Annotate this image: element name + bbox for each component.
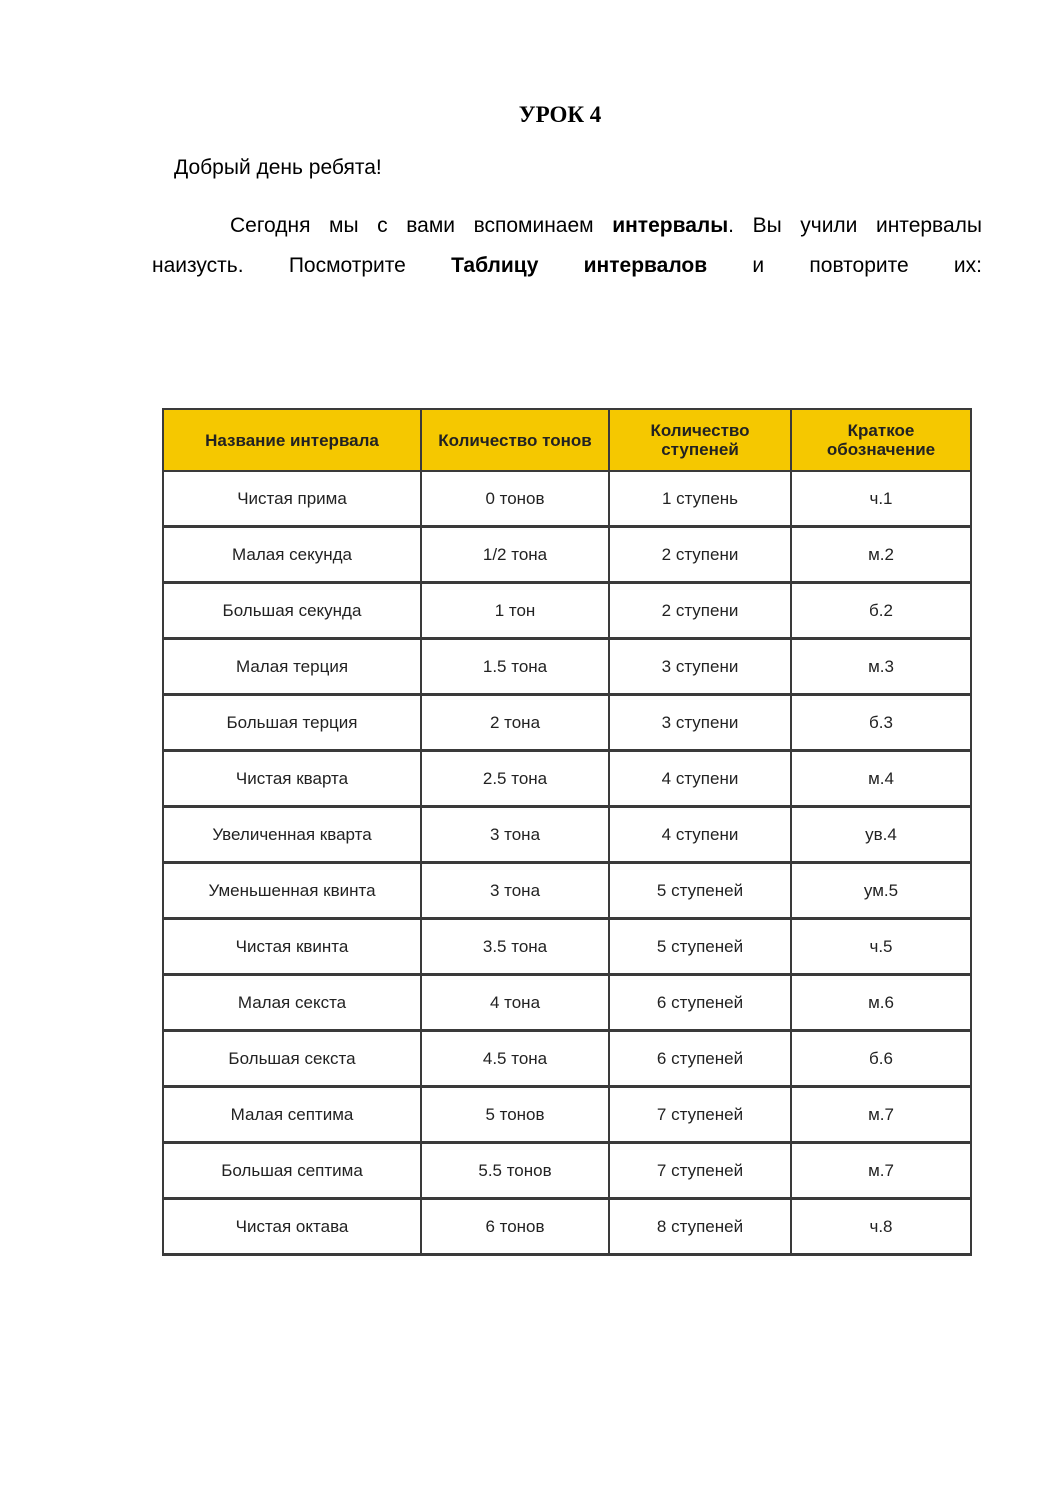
cell-interval-name: Малая терция: [163, 639, 421, 695]
cell-notation: м.7: [791, 1143, 971, 1199]
cell-steps: 8 ступеней: [609, 1199, 791, 1255]
cell-interval-name: Малая секста: [163, 975, 421, 1031]
paragraph-text-1: Сегодня мы с вами вспоминаем: [230, 214, 613, 237]
page-title: УРОК 4: [518, 102, 602, 127]
cell-tones: 1 тон: [421, 583, 609, 639]
cell-tones: 2.5 тона: [421, 751, 609, 807]
cell-steps: 7 ступеней: [609, 1143, 791, 1199]
table-row: [163, 1143, 971, 1199]
header-steps-count: Количество ступеней: [609, 409, 791, 471]
table-row: [163, 639, 971, 695]
greeting-text: Добрый день ребята!: [174, 156, 382, 179]
paragraph-text-3: наизусть. Посмотрите: [152, 254, 452, 277]
intervals-table: [162, 408, 972, 1256]
cell-tones: 4.5 тона: [421, 1031, 609, 1087]
table-body: [163, 471, 971, 1255]
cell-interval-name: Малая секунда: [163, 527, 421, 583]
cell-notation: б.6: [791, 1031, 971, 1087]
cell-steps: 5 ступеней: [609, 919, 791, 975]
table-row: [163, 807, 971, 863]
table-row: [163, 583, 971, 639]
cell-notation: м.3: [791, 639, 971, 695]
cell-steps: 5 ступеней: [609, 863, 791, 919]
cell-notation: ч.5: [791, 919, 971, 975]
cell-steps: 2 ступени: [609, 527, 791, 583]
paragraph-text-2: . Вы учили интервалы: [728, 214, 982, 237]
cell-steps: 6 ступеней: [609, 975, 791, 1031]
cell-tones: 1/2 тона: [421, 527, 609, 583]
cell-tones: 5 тонов: [421, 1087, 609, 1143]
table-row: [163, 471, 971, 527]
paragraph-line-2: [152, 246, 982, 286]
cell-notation: м.6: [791, 975, 971, 1031]
cell-interval-name: Большая секунда: [163, 583, 421, 639]
table-row: [163, 975, 971, 1031]
cell-interval-name: Уменьшенная квинта: [163, 863, 421, 919]
cell-notation: м.4: [791, 751, 971, 807]
cell-tones: 5.5 тонов: [421, 1143, 609, 1199]
table-row: [163, 695, 971, 751]
cell-interval-name: Чистая октава: [163, 1199, 421, 1255]
cell-interval-name: Чистая квинта: [163, 919, 421, 975]
cell-notation: б.3: [791, 695, 971, 751]
table-row: [163, 919, 971, 975]
paragraph-bold-intervals: интервалы: [612, 214, 729, 237]
cell-tones: 1.5 тона: [421, 639, 609, 695]
cell-tones: 6 тонов: [421, 1199, 609, 1255]
cell-steps: 1 ступень: [609, 471, 791, 527]
cell-interval-name: Чистая кварта: [163, 751, 421, 807]
cell-tones: 3.5 тона: [421, 919, 609, 975]
cell-interval-name: Увеличенная кварта: [163, 807, 421, 863]
cell-interval-name: Большая септима: [163, 1143, 421, 1199]
cell-steps: 3 ступени: [609, 639, 791, 695]
table-row: [163, 1199, 971, 1255]
cell-steps: 7 ступеней: [609, 1087, 791, 1143]
cell-tones: 3 тона: [421, 807, 609, 863]
intro-paragraph: [152, 206, 982, 286]
cell-interval-name: Большая секста: [163, 1031, 421, 1087]
header-short-notation: Краткое обозначение: [791, 409, 971, 471]
cell-steps: 4 ступени: [609, 751, 791, 807]
cell-steps: 3 ступени: [609, 695, 791, 751]
paragraph-bold-table: Таблицу интервалов: [451, 254, 708, 277]
cell-notation: м.7: [791, 1087, 971, 1143]
cell-notation: ум.5: [791, 863, 971, 919]
cell-steps: 4 ступени: [609, 807, 791, 863]
paragraph-line-1: [152, 206, 982, 246]
cell-notation: м.2: [791, 527, 971, 583]
cell-tones: 4 тона: [421, 975, 609, 1031]
table-row: [163, 527, 971, 583]
cell-notation: б.2: [791, 583, 971, 639]
cell-interval-name: Большая терция: [163, 695, 421, 751]
table-row: [163, 1087, 971, 1143]
header-tones-count: Количество тонов: [421, 409, 609, 471]
cell-notation: ч.1: [791, 471, 971, 527]
paragraph-text-4: и повторите их:: [707, 254, 982, 277]
cell-tones: 2 тона: [421, 695, 609, 751]
cell-notation: ув.4: [791, 807, 971, 863]
table-row: [163, 1031, 971, 1087]
cell-steps: 6 ступеней: [609, 1031, 791, 1087]
header-interval-name: Название интервала: [163, 409, 421, 471]
table-row: [163, 751, 971, 807]
cell-interval-name: Чистая прима: [163, 471, 421, 527]
cell-interval-name: Малая септима: [163, 1087, 421, 1143]
cell-tones: 0 тонов: [421, 471, 609, 527]
table-header-row: [163, 409, 971, 471]
cell-tones: 3 тона: [421, 863, 609, 919]
cell-steps: 2 ступени: [609, 583, 791, 639]
cell-notation: ч.8: [791, 1199, 971, 1255]
table-row: [163, 863, 971, 919]
